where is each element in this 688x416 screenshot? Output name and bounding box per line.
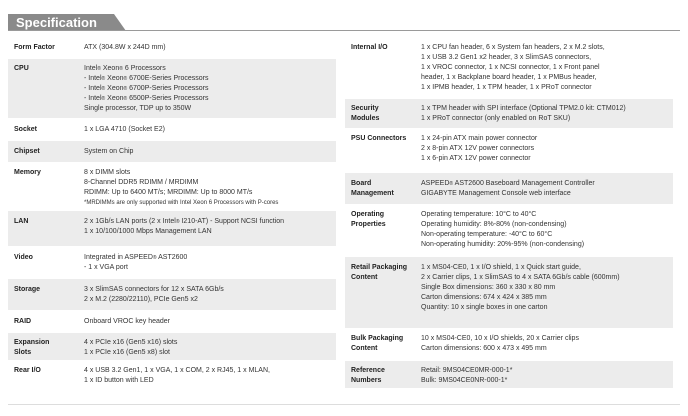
spec-value-line: header, 1 x Backplane board header, 1 x PMBus header, xyxy=(421,74,597,81)
spec-row xyxy=(345,205,673,257)
spec-value-line: - Intel® Xeon® 6700E-Series Processors xyxy=(84,75,209,82)
spec-value-line: Quantity: 10 x single boxes in one carton xyxy=(421,304,548,311)
spec-value-line: 2 x Carrier clips, 1 x SlimSAS to 4 x SATA 6Gb/s cable (600mm) xyxy=(421,274,620,281)
spec-row xyxy=(345,129,673,173)
spec-value-line: Retail: 9MS04CE0MR-000-1* xyxy=(421,367,513,374)
spec-row xyxy=(345,361,673,389)
spec-value-line: - 1 x VGA port xyxy=(84,264,128,271)
spec-label xyxy=(14,338,49,358)
spec-value-line: 8-Channel DDR5 RDIMM / MRDIMM xyxy=(84,179,199,186)
spec-value-line: 4 x PCIe x16 (Gen5 x16) slots xyxy=(84,339,178,346)
spec-value xyxy=(421,43,669,93)
spec-label xyxy=(14,285,40,295)
spec-label-line: PSU Connectors xyxy=(351,135,407,142)
spec-label xyxy=(14,147,40,157)
spec-value-line: System on Chip xyxy=(84,148,134,155)
spec-value xyxy=(84,285,332,305)
right-spec-column xyxy=(345,37,673,389)
spec-value-line: - Intel® Xeon® 6700P-Series Processors xyxy=(84,85,209,92)
spec-value-line: Single processor, TDP up to 350W xyxy=(84,105,192,112)
spec-value-line: 1 x TPM header with SPI interface (Optional TPM2.0 kit: CTM012) xyxy=(421,105,626,112)
spec-row xyxy=(345,99,673,129)
spec-label-line: CPU xyxy=(14,65,29,72)
spec-label-line: Reference xyxy=(351,367,385,374)
spec-label-line: Form Factor xyxy=(14,44,55,51)
spec-value xyxy=(84,125,332,135)
spec-value xyxy=(84,64,332,114)
spec-value-line: 1 x IPMB header, 1 x TPM header, 1 x PRoT connector xyxy=(421,84,592,91)
spec-value-line: 8 x DIMM slots xyxy=(84,169,131,176)
spec-value-line: 1 x USB 3.2 Gen1 x2 header, 3 x SlimSAS connectors, xyxy=(421,54,592,61)
spec-label xyxy=(14,217,28,227)
spec-label-line: Rear I/O xyxy=(14,367,41,374)
spec-value-line: ASPEED® AST2600 Baseboard Management Controller xyxy=(421,180,595,187)
spec-label xyxy=(14,43,55,53)
spec-value-line: 1 x LGA 4710 (Socket E2) xyxy=(84,126,165,133)
spec-row xyxy=(345,173,673,205)
spec-value-line: 1 x VROC connector, 1 x NCSI connector, 1 x Front panel xyxy=(421,64,600,71)
spec-label xyxy=(14,366,41,376)
spec-label-line: Content xyxy=(351,274,378,281)
spec-value-line: 1 x 10/100/1000 Mbps Management LAN xyxy=(84,228,212,235)
spec-label-line: RAID xyxy=(14,318,32,325)
spec-row xyxy=(8,141,336,163)
spec-row xyxy=(345,329,673,361)
spec-label xyxy=(351,210,386,230)
spec-label-line: Security xyxy=(351,105,379,112)
spec-row xyxy=(8,247,336,279)
spec-value-line: Intel® Xeon® 6 Processors xyxy=(84,65,166,72)
spec-row xyxy=(8,311,336,333)
spec-row xyxy=(345,257,673,329)
spec-value xyxy=(84,217,332,237)
spec-value-line: Onboard VROC key header xyxy=(84,318,170,325)
spec-label-line: Content xyxy=(351,345,378,352)
spec-label xyxy=(351,179,394,199)
spec-value-line: Carton dimensions: 674 x 424 x 385 mm xyxy=(421,294,547,301)
spec-row xyxy=(8,333,336,361)
spec-value xyxy=(421,366,669,386)
spec-value-line: 4 x USB 3.2 Gen1, 1 x VGA, 1 x COM, 2 x RJ45, 1 x MLAN, xyxy=(84,367,270,374)
spec-row xyxy=(345,37,673,99)
spec-value xyxy=(84,366,332,386)
spec-value-line: 1 x PCIe x16 (Gen5 x8) slot xyxy=(84,349,170,356)
spec-value xyxy=(421,334,669,354)
spec-row xyxy=(8,361,336,391)
spec-label-line: Modules xyxy=(351,115,380,122)
spec-label-line: Expansion xyxy=(14,339,50,346)
spec-label-line: Board xyxy=(351,180,372,187)
spec-value-line: Bulk: 9MS04CE0NR-000-1* xyxy=(421,377,508,384)
spec-label xyxy=(351,43,388,53)
spec-value xyxy=(84,338,332,358)
spec-label xyxy=(351,134,406,144)
spec-row xyxy=(8,211,336,247)
spec-label-line: Slots xyxy=(14,349,32,356)
spec-value xyxy=(84,43,332,53)
spec-value xyxy=(84,147,332,157)
spec-label-line: Memory xyxy=(14,169,41,176)
spec-label-line: Management xyxy=(351,190,394,197)
spec-value-line: 1 x PRoT connector (only enabled on RoT SKU) xyxy=(421,115,571,122)
spec-value-line: 1 x MS04-CE0, 1 x I/O shield, 1 x Quick start guide, xyxy=(421,264,581,271)
spec-label-line: Properties xyxy=(351,221,386,228)
bottom-divider xyxy=(8,404,680,405)
spec-value-line: 2 x 8-pin ATX 12V power connectors xyxy=(421,145,535,152)
spec-value-line: Operating temperature: 10°C to 40°C xyxy=(421,211,537,218)
spec-value xyxy=(84,253,332,273)
spec-label-line: Video xyxy=(14,254,33,261)
spec-value-line: 2 x M.2 (2280/22110), PCIe Gen5 x2 xyxy=(84,296,198,303)
spec-value xyxy=(84,317,332,327)
spec-value-line: 10 x MS04-CE0, 10 x I/O shields, 20 x Carrier clips xyxy=(421,335,579,342)
spec-label xyxy=(14,125,37,135)
spec-label xyxy=(14,253,33,263)
spec-label xyxy=(14,168,41,178)
spec-label-line: Numbers xyxy=(351,377,382,384)
spec-row xyxy=(8,163,336,211)
spec-label-line: Internal I/O xyxy=(351,44,388,51)
spec-value-line: Operating humidity: 8%-80% (non-condensing) xyxy=(421,221,567,228)
spec-value-line: - Intel® Xeon® 6500P-Series Processors xyxy=(84,95,209,102)
spec-value-line: Non-operating temperature: -40°C to 60°C xyxy=(421,231,553,238)
spec-value-line: 1 x 24-pin ATX main power connector xyxy=(421,135,538,142)
section-title: Specification xyxy=(16,15,97,30)
spec-label-line: Operating xyxy=(351,211,385,218)
spec-value-line: RDIMM: Up to 6400 MT/s; MRDIMM: Up to 8000 MT/s xyxy=(84,189,253,196)
spec-label-line: Chipset xyxy=(14,148,40,155)
section-header xyxy=(8,14,680,31)
spec-value-line: *MRDIMMs are only supported with Intel Xeon 6 Processors with P-cores xyxy=(84,200,279,206)
spec-row xyxy=(8,37,336,59)
spec-label-line: LAN xyxy=(14,218,29,225)
spec-label xyxy=(351,263,407,283)
left-spec-column xyxy=(8,37,336,391)
spec-value xyxy=(84,168,332,208)
spec-value xyxy=(421,179,669,199)
spec-row xyxy=(8,119,336,141)
spec-label-line: Retail Packaging xyxy=(351,264,408,271)
spec-value-line: 2 x 1Gb/s LAN ports (2 x Intel® I210-AT) - Support NCSI function xyxy=(84,218,285,225)
spec-value-line: Non-operating humidity: 20%-95% (non-condensing) xyxy=(421,241,585,248)
spec-label xyxy=(14,64,29,74)
header-rule xyxy=(8,30,680,31)
spec-label-line: Bulk Packaging xyxy=(351,335,404,342)
spec-label-line: Storage xyxy=(14,286,41,293)
spec-value xyxy=(421,263,669,313)
spec-row xyxy=(8,59,336,119)
spec-value xyxy=(421,104,669,124)
spec-value-line: Carton dimensions: 600 x 473 x 495 mm xyxy=(421,345,547,352)
spec-label xyxy=(14,317,31,327)
spec-value-line: 3 x SlimSAS connectors for 12 x SATA 6Gb/s xyxy=(84,286,224,293)
spec-value-line: 1 x CPU fan header, 6 x System fan headers, 2 x M.2 slots, xyxy=(421,44,605,51)
spec-row xyxy=(8,279,336,311)
spec-label-line: Socket xyxy=(14,126,37,133)
spec-value-line: ATX (304.8W x 244D mm) xyxy=(84,44,166,51)
spec-label xyxy=(351,104,379,124)
spec-value xyxy=(421,210,669,250)
spec-value-line: 1 x ID button with LED xyxy=(84,377,154,384)
spec-value-line: Single Box dimensions: 360 x 330 x 80 mm xyxy=(421,284,556,291)
spec-value xyxy=(421,134,669,164)
spec-label xyxy=(351,334,403,354)
spec-value-line: GIGABYTE Management Console web interface xyxy=(421,190,571,197)
spec-value-line: 1 x 6-pin ATX 12V power connector xyxy=(421,155,531,162)
spec-label xyxy=(351,366,385,386)
spec-value-line: Integrated in ASPEED® AST2600 xyxy=(84,254,188,261)
